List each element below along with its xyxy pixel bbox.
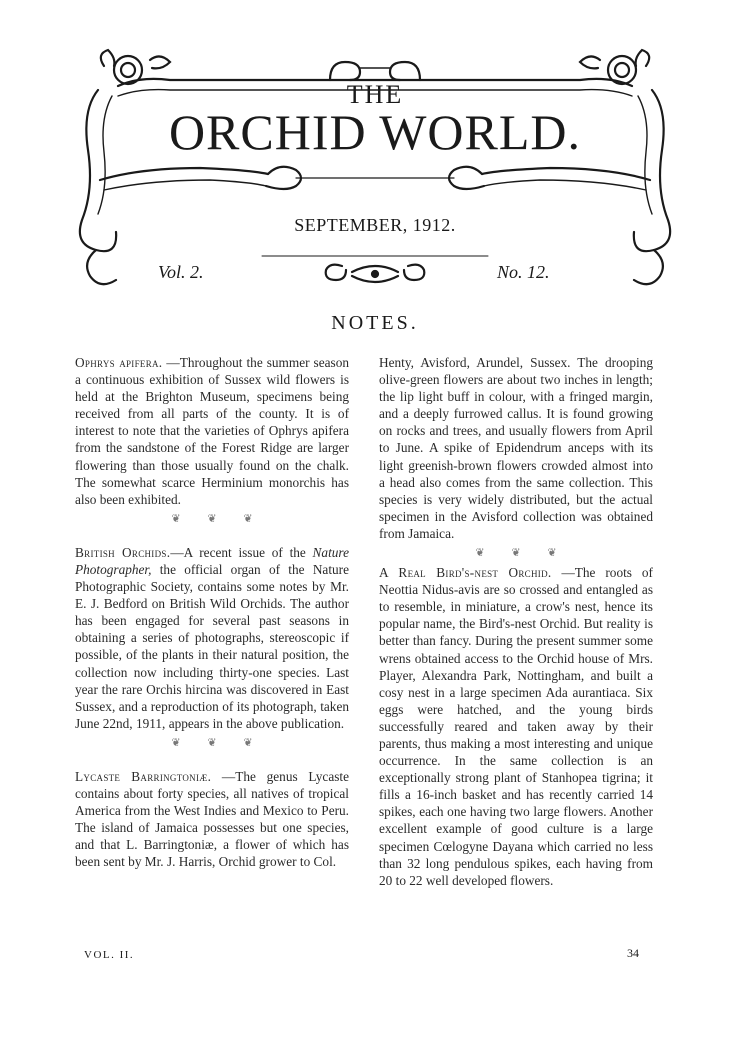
volume-label: Vol. 2.	[158, 262, 204, 282]
issue-date: SEPTEMBER, 1912.	[294, 215, 456, 235]
article-body: —A recent issue of the	[170, 544, 313, 560]
footer-volume: VOL. II.	[84, 949, 135, 961]
page-number: 34	[627, 946, 639, 960]
article-british-orchids	[75, 544, 349, 732]
article-lycaste-continued: Henty, Avisford, Arundel, Sussex. The drooping olive-green flowers are about two inches in length; the lip light buff in colour, with a fringed margin, and a deeply furrowed callus. It is found growing on rocks and trees, and usually flowers from April to June. A spike of Epidendrum anceps with its light greenish-brown flowers crowded almost into a head also comes from the same collection. This species is very widely distributed, but the actual specimen in the Avisford collection was obtained from Jamaica.	[379, 355, 653, 541]
article-body: —Throughout the summer season a continuous exhibition of Sussex wild flowers is held at the Brighton Museum, specimens being received from all parts of the county. It is of interest to note that the varieties of Ophrys apifera from the sandstone of the Forest Ridge are larger flowering than those usually found on the chalk. The somewhat scarce Herminium monorchis has also been exhibited.	[75, 355, 349, 507]
article-heading: Ophrys apifera.	[75, 355, 163, 370]
section-ornament: ❦ ❦ ❦	[475, 547, 569, 560]
article-body: —The roots of Neottia Nidus-avis are so crossed and entangled as to resemble, in miniature, a crow's nest, hence its popular name, the Bird's-nest Orchid. But reality is better than fancy. During the present summer some wrens obtained access to the Orchid house of Mrs. Player, Alexandra Park, Nottingham, and built a cosy nest in a large specimen Ada aurantiaca. Six eggs were hatched, and the young birds successfully reared and taken away by their parents, thus making a most interesting and unique occurrence. In the same collection is an exceptionally strong plant of Stanhopea tigrina; it fills a 16-inch basket and has recently carried 14 spikes, each one having two large flowers. Another excellent example of good culture is a large specimen Cœlogyne Dayana which carried no less than 32 long pendulous spikes, each having from 20 to 22 well developed flowers.	[379, 565, 653, 888]
section-ornament: ❦ ❦ ❦	[171, 736, 265, 749]
left-column	[75, 354, 349, 870]
section-title: NOTES.	[331, 312, 419, 334]
publication-name: Nature Photographer,	[75, 544, 349, 577]
article-birds-nest	[379, 564, 653, 889]
article-body: the official organ of the Nature Photographic Society, contains some notes by Mr. E. J. Bedford on British Wild Orchids. The author has been engaged for several past seasons in obtaining a series of photographs, stereoscopic if possible, of the plants in their natural position, the collection now including thirty-one species. Last year the rare Orchis hircina was discovered in East Sussex, and a reproduction of its photograph, taken June 22nd, 1911, appears in the above publication.	[75, 561, 349, 731]
masthead-the: THE	[346, 80, 404, 109]
issue-number: No. 12.	[497, 262, 550, 282]
article-heading: A Real Bird's-nest Orchid.	[379, 565, 552, 581]
right-column	[379, 354, 653, 889]
article-body: —The genus Lycaste contains about forty species, all natives of tropical America from the West Indies and Mexico to Peru. The island of Jamaica possesses but one species, and that L. Barringtoniæ, a flower of which has been sent by Mr. J. Harris, Orchid grower to Col.	[75, 768, 349, 870]
article-heading: British Orchids.	[75, 544, 171, 560]
article-lycaste	[75, 768, 349, 871]
article-ophrys	[75, 354, 349, 508]
article-heading: Lycaste Barringtoniæ.	[75, 768, 212, 784]
masthead-title: ORCHID WORLD.	[168, 104, 582, 160]
masthead-banner	[0, 0, 750, 320]
section-ornament: ❦ ❦ ❦	[171, 512, 265, 525]
